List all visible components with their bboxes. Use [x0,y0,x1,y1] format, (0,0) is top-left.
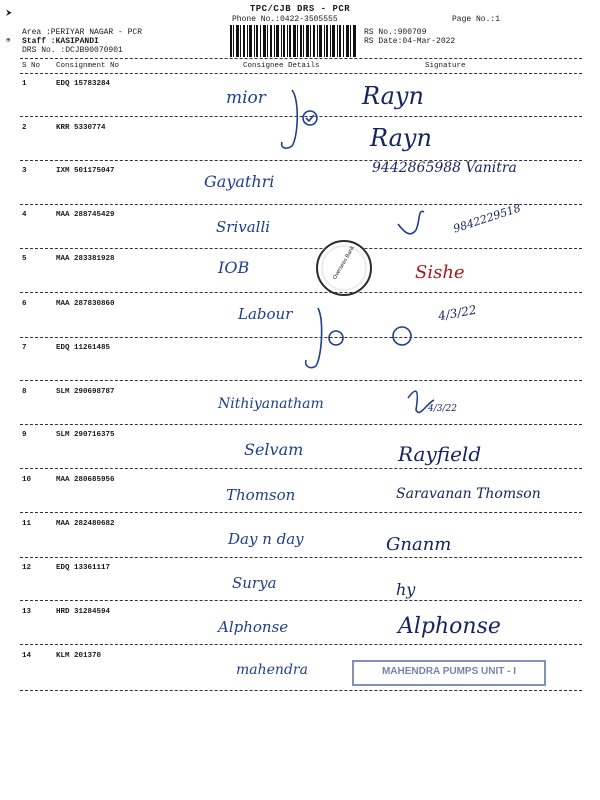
circle-mark-icon [303,111,317,125]
row-consignment: EDQ 13361117 [56,564,111,572]
circle-mark-icon [329,331,343,345]
row-consignment: EDQ 15783284 [56,80,111,88]
consignee-handwriting: mahendra [236,662,308,678]
signature-handwriting: 9442865988 Vanitra [372,160,517,176]
row-consignment: KLM 201370 [56,652,102,660]
consignee-handwriting: Thomson [226,486,296,504]
consignee-handwriting: Surya [232,574,277,592]
signature-handwriting: Sishe [415,262,465,283]
row-sno: 12 [22,564,32,572]
signature-handwriting: hy [396,580,416,599]
staff-label: Staff :KASIPANDI [22,37,99,46]
row-consignment: KRR 5330774 [56,124,106,132]
row-sno: 4 [22,211,27,219]
bracket-mark-icon [282,90,298,148]
signature-handwriting: 4/3/22 [437,302,478,324]
consignee-handwriting: Nithiyanatham [218,396,324,412]
phone-number: Phone No.:0422-3505555 [232,15,338,24]
signature-handwriting: Alphonse [398,614,501,639]
company-stamp: MAHENDRA PUMPS UNIT - I [352,660,546,686]
area-label: Area :PERIYAR NAGAR - PCR [22,28,143,37]
row-consignment: MAA 287830860 [56,300,115,308]
consignee-handwriting: Labour [238,305,293,323]
row-consignment: MAA 288745429 [56,211,115,219]
signature-handwriting: Saravanan Thomson [396,486,541,502]
signature-handwriting: 4/3/22 [428,404,457,414]
consignee-handwriting: Gayathri [204,172,275,191]
signature-scribble [398,211,424,233]
row-sno: 5 [22,255,27,263]
signature-handwriting: Gnanm [386,534,452,555]
row-consignment: MAA 280685956 [56,476,115,484]
consignee-handwriting: Alphonse [218,618,289,636]
row-consignment: SLM 290716375 [56,431,115,439]
signature-handwriting: Rayfield [398,442,482,466]
row-consignment: IXM 501175047 [56,167,115,175]
rs-number: RS No.:900709 [364,28,427,37]
page-number: Page No.:1 [452,15,501,24]
consignee-handwriting: Day n day [228,530,304,548]
row-consignment: HRD 31284594 [56,608,111,616]
column-signature: Signature [425,62,466,70]
signature-handwriting: Rayn [362,82,424,110]
consignee-handwriting: IOB [218,258,250,277]
row-consignment: MAA 282480682 [56,520,115,528]
circle-mark-icon [393,327,411,345]
signature-handwriting: Rayn [370,124,432,152]
column-consignee: Consignee Details [243,62,320,70]
consignee-handwriting: mior [226,88,266,108]
row-sno: 13 [22,608,32,616]
row-consignment: EDQ 11261485 [56,344,111,352]
document-title: TPC/CJB DRS - PCR [249,4,351,14]
consignee-handwriting: Srivalli [216,218,271,236]
rs-date: RS Date:04-Mar-2022 [364,37,456,46]
signature-handwriting: 9842229518 [451,201,523,236]
row-sno: 11 [22,520,32,528]
signature-scribble [408,391,434,412]
punch-mark-icon: ⊕ [6,36,11,44]
consignee-handwriting: Selvam [244,440,304,459]
row-sno: 10 [22,476,32,484]
column-sno: S No [22,62,41,70]
row-consignment: MAA 283381928 [56,255,115,263]
bank-seal: Overseas Bank [316,240,372,296]
row-sno: 8 [22,388,27,396]
row-sno: 14 [22,652,32,660]
row-sno: 3 [22,167,27,175]
row-sno: 9 [22,431,27,439]
drs-number: DRS No. :DCJB90070901 [22,46,123,55]
corner-mark-icon: ⮞ [6,8,12,17]
row-sno: 2 [22,124,27,132]
column-consignment: Consignment No [56,62,120,70]
row-sno: 7 [22,344,27,352]
row-sno: 1 [22,80,27,88]
row-consignment: SLM 290698787 [56,388,115,396]
row-sno: 6 [22,300,27,308]
bracket-mark-icon [306,308,322,368]
